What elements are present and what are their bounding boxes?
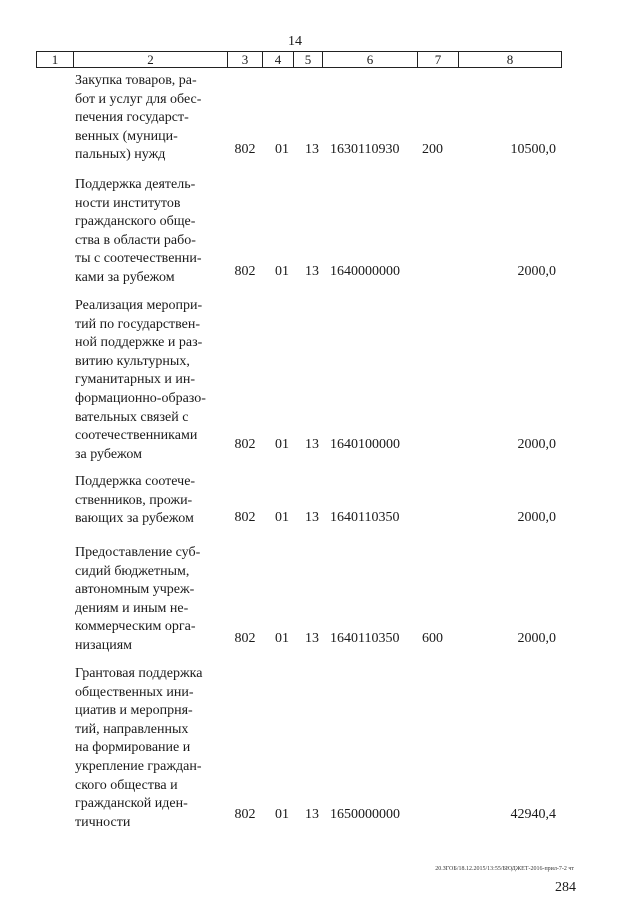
- cell-amount: 2000,0: [517, 264, 556, 279]
- cell-section-code: 01: [275, 807, 289, 822]
- cell-subsection-code: 13: [305, 631, 319, 646]
- cell-target-code: 1640110350: [330, 631, 400, 646]
- description-line: вающих за рубежом: [75, 511, 194, 527]
- description-line: сидий бюджетным,: [75, 563, 190, 579]
- description-line: Поддержка соотече-: [75, 474, 196, 489]
- description-line: ной поддержке и раз-: [75, 335, 203, 351]
- column-header-3: 3: [228, 52, 263, 68]
- cell-target-code: 1630110930: [330, 142, 400, 157]
- cell-target-code: 1640110350: [330, 510, 400, 525]
- cell-section-code: 01: [275, 631, 289, 646]
- cell-amount: 42940,4: [510, 807, 556, 822]
- description-line: гражданского обще-: [75, 214, 196, 230]
- column-header-1: 1: [37, 52, 74, 68]
- description-line: за рубежом: [75, 446, 142, 462]
- page-number: 14: [288, 34, 302, 49]
- cell-amount: 2000,0: [517, 631, 556, 646]
- cell-section-code: 01: [275, 142, 289, 157]
- description-line: Закупка товаров, ра-: [75, 73, 197, 88]
- row-description: [75, 544, 227, 656]
- description-line: ками за рубежом: [75, 269, 175, 285]
- description-line: Поддержка деятель-: [75, 177, 196, 192]
- description-line: дениям и иным не-: [75, 600, 189, 616]
- cell-subsection-code: 13: [305, 437, 319, 452]
- description-line: бот и услуг для обес-: [75, 91, 202, 107]
- column-header-4: 4: [263, 52, 294, 68]
- cell-amount: 2000,0: [517, 510, 556, 525]
- cell-ministry-code: 802: [234, 631, 256, 646]
- description-line: тичности: [75, 814, 131, 830]
- cell-target-code: 1640000000: [330, 264, 400, 279]
- description-line: ства в области рабо-: [75, 232, 196, 248]
- column-header-row: [37, 52, 562, 68]
- description-line: укрепление граждан-: [75, 758, 202, 774]
- description-line: Грантовая поддержка: [75, 666, 203, 681]
- footer-document-stamp: 20.ЗГОБ/18.12.2015/13:55/БЮДЖЕТ-2016-прил-7-2 чт: [435, 866, 574, 872]
- cell-target-code: 1650000000: [330, 807, 400, 822]
- description-line: венных (муници-: [75, 128, 178, 144]
- row-description: [75, 176, 227, 288]
- description-line: общественных ини-: [75, 684, 194, 700]
- description-line: на формирование и: [75, 740, 191, 756]
- column-header-8: 8: [459, 52, 562, 68]
- description-line: печения государст-: [75, 110, 189, 126]
- cell-ministry-code: 802: [234, 510, 256, 525]
- cell-ministry-code: 802: [234, 807, 256, 822]
- description-line: тий, направленных: [75, 721, 189, 737]
- description-line: Реализация меропри-: [75, 298, 203, 313]
- column-header-2: 2: [74, 52, 228, 68]
- cell-ministry-code: 802: [234, 437, 256, 452]
- cell-subsection-code: 13: [305, 142, 319, 157]
- description-line: вательных связей с: [75, 409, 189, 425]
- description-line: формационно-образо-: [75, 390, 206, 406]
- description-line: ственников, прожи-: [75, 492, 193, 508]
- cell-subsection-code: 13: [305, 510, 319, 525]
- cell-ministry-code: 802: [234, 264, 256, 279]
- cell-ministry-code: 802: [234, 142, 256, 157]
- cell-subsection-code: 13: [305, 807, 319, 822]
- description-line: ты с соотечественни-: [75, 251, 202, 267]
- row-description: [75, 297, 227, 464]
- description-line: Предоставление суб-: [75, 545, 201, 560]
- description-line: гуманитарных и ин-: [75, 372, 196, 388]
- column-header-5: 5: [294, 52, 323, 68]
- description-line: автономным учреж-: [75, 582, 195, 598]
- description-line: гражданской иден-: [75, 796, 188, 812]
- cell-amount: 10500,0: [510, 142, 556, 157]
- column-header-7: 7: [418, 52, 459, 68]
- cell-amount: 2000,0: [517, 437, 556, 452]
- cell-section-code: 01: [275, 437, 289, 452]
- description-line: тий по государствен-: [75, 316, 201, 332]
- cell-expense-type: 600: [422, 631, 443, 646]
- row-description: [75, 665, 227, 832]
- cell-section-code: 01: [275, 264, 289, 279]
- cell-section-code: 01: [275, 510, 289, 525]
- column-header-table: [36, 51, 562, 68]
- description-line: ского общества и: [75, 777, 178, 793]
- description-line: низациям: [75, 637, 133, 653]
- cell-target-code: 1640100000: [330, 437, 400, 452]
- description-line: коммерческим орга-: [75, 619, 196, 635]
- description-line: витию культурных,: [75, 353, 190, 369]
- row-description: [75, 473, 227, 529]
- sheet-number: 284: [555, 880, 576, 895]
- column-header-6: 6: [323, 52, 418, 68]
- cell-expense-type: 200: [422, 142, 443, 157]
- row-description: [75, 72, 227, 165]
- description-line: пальных) нужд: [75, 147, 166, 163]
- cell-subsection-code: 13: [305, 264, 319, 279]
- description-line: циатив и меропрня-: [75, 703, 193, 719]
- description-line: ности институтов: [75, 195, 181, 211]
- description-line: соотечественниками: [75, 428, 198, 444]
